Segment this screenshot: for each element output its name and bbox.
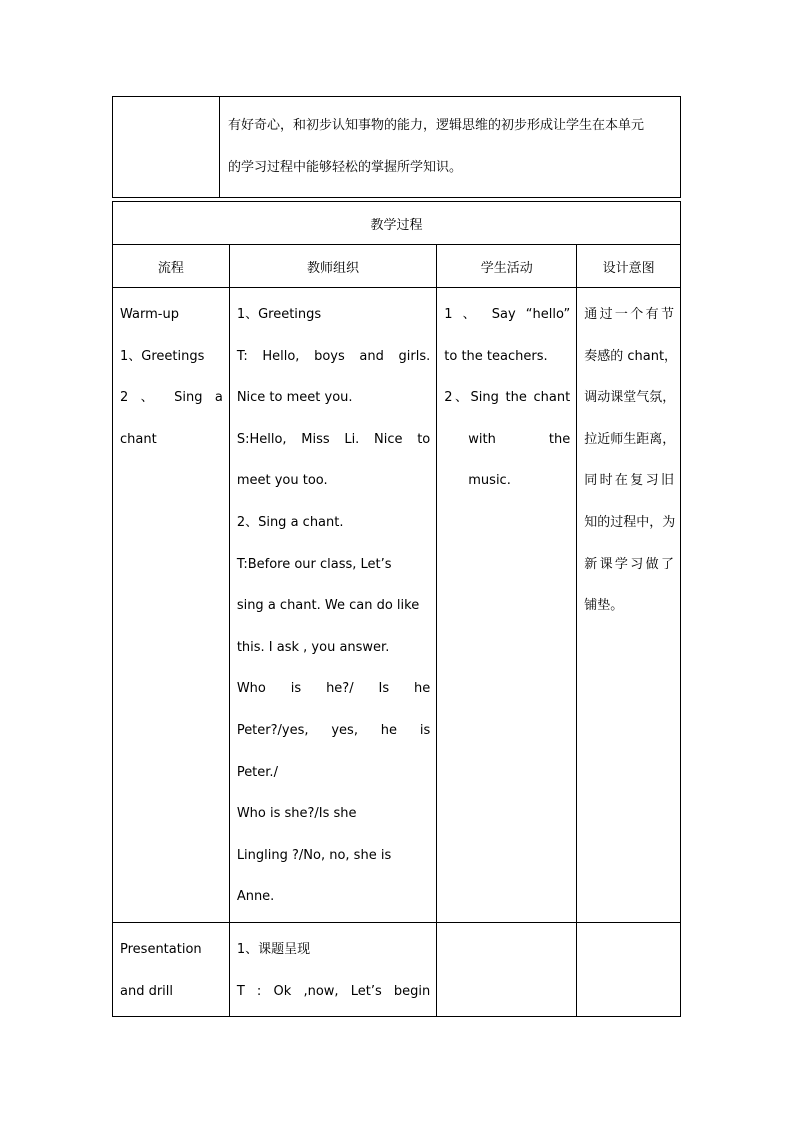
stage-cell bbox=[113, 922, 230, 1016]
intent-cell bbox=[577, 922, 681, 1016]
intent-line: 调动课堂气氛， bbox=[584, 390, 676, 406]
intent-line: 同时在复习旧 bbox=[584, 473, 674, 489]
intent-line: 铺垫。 bbox=[584, 598, 624, 614]
teacher-line: Who is she?/Is she bbox=[236, 806, 357, 822]
teacher-line: sing a chant. We can do like bbox=[236, 598, 420, 614]
teacher-line: Anne. bbox=[236, 889, 275, 905]
intent-line: 奏感的 chant， bbox=[584, 348, 678, 364]
stage-line: Warm-up bbox=[120, 307, 179, 322]
teacher-line: 2、Sing a chant. bbox=[236, 514, 344, 530]
stage-line: Presentation bbox=[120, 941, 202, 957]
teacher-line: Peter./ bbox=[236, 764, 278, 780]
teacher-line: Lingling ?/No, no, she is bbox=[236, 847, 392, 863]
stage-line: chant bbox=[120, 431, 157, 447]
teacher-cell bbox=[229, 922, 436, 1016]
intent-line: 知的过程中，为 bbox=[584, 514, 676, 530]
intent-line: 拉近师生距离， bbox=[584, 431, 676, 447]
stage-line: 1、Greetings bbox=[120, 348, 205, 364]
teacher-line: S:Hello, Miss Li. Nice to bbox=[236, 431, 431, 447]
teacher-line: this. I ask , you answer. bbox=[236, 639, 390, 655]
header-intent: 设计意图 bbox=[577, 245, 681, 288]
student-line: 1 、 Say “hello” bbox=[444, 307, 571, 322]
teacher-line: 1、Greetings bbox=[236, 307, 322, 322]
objectives-text-cell bbox=[220, 97, 681, 198]
objectives-table bbox=[112, 96, 681, 198]
teacher-line: Peter?/yes, yes, he is bbox=[236, 722, 431, 738]
objectives-label-cell bbox=[113, 97, 220, 198]
objectives-line: 有好奇心，和初步认知事物的能力，逻辑思维的初步形成让学生在本单元 bbox=[228, 118, 645, 133]
teacher-line: 1、课题呈现 bbox=[236, 941, 311, 957]
objectives-line: 的学习过程中能够轻松的掌握所学知识。 bbox=[228, 160, 463, 175]
header-student: 学生活动 bbox=[437, 245, 577, 288]
teacher-line: Nice to meet you. bbox=[236, 390, 353, 406]
teacher-line: T : Ok ,now, Let’s begin bbox=[236, 983, 431, 999]
intent-line: 新课学习做了 bbox=[584, 556, 674, 572]
student-cell bbox=[437, 922, 577, 1016]
table-title: 教学过程 bbox=[113, 202, 681, 245]
stage-line: 2 、 Sing a bbox=[120, 390, 223, 406]
table-row bbox=[113, 922, 681, 1016]
intent-line: 通过一个有节 bbox=[584, 307, 674, 322]
teaching-process-table bbox=[112, 201, 681, 1017]
stage-cell bbox=[113, 288, 230, 923]
stage-line: and drill bbox=[120, 983, 174, 999]
teacher-cell bbox=[229, 288, 436, 923]
table-row bbox=[113, 288, 681, 923]
student-line: with the bbox=[468, 431, 571, 447]
teacher-line: T: Hello, boys and girls. bbox=[236, 348, 431, 364]
teacher-line: Who is he?/ Is he bbox=[236, 681, 431, 697]
student-line: music. bbox=[468, 473, 511, 489]
teacher-line: meet you too. bbox=[236, 473, 328, 489]
header-stage: 流程 bbox=[113, 245, 230, 288]
student-line: to the teachers. bbox=[444, 348, 548, 364]
intent-cell bbox=[577, 288, 681, 923]
student-cell bbox=[437, 288, 577, 923]
header-teacher: 教师组织 bbox=[229, 245, 436, 288]
teacher-line: T:Before our class, Let’s bbox=[236, 556, 392, 572]
student-line: 2、Sing the chant bbox=[444, 390, 571, 406]
